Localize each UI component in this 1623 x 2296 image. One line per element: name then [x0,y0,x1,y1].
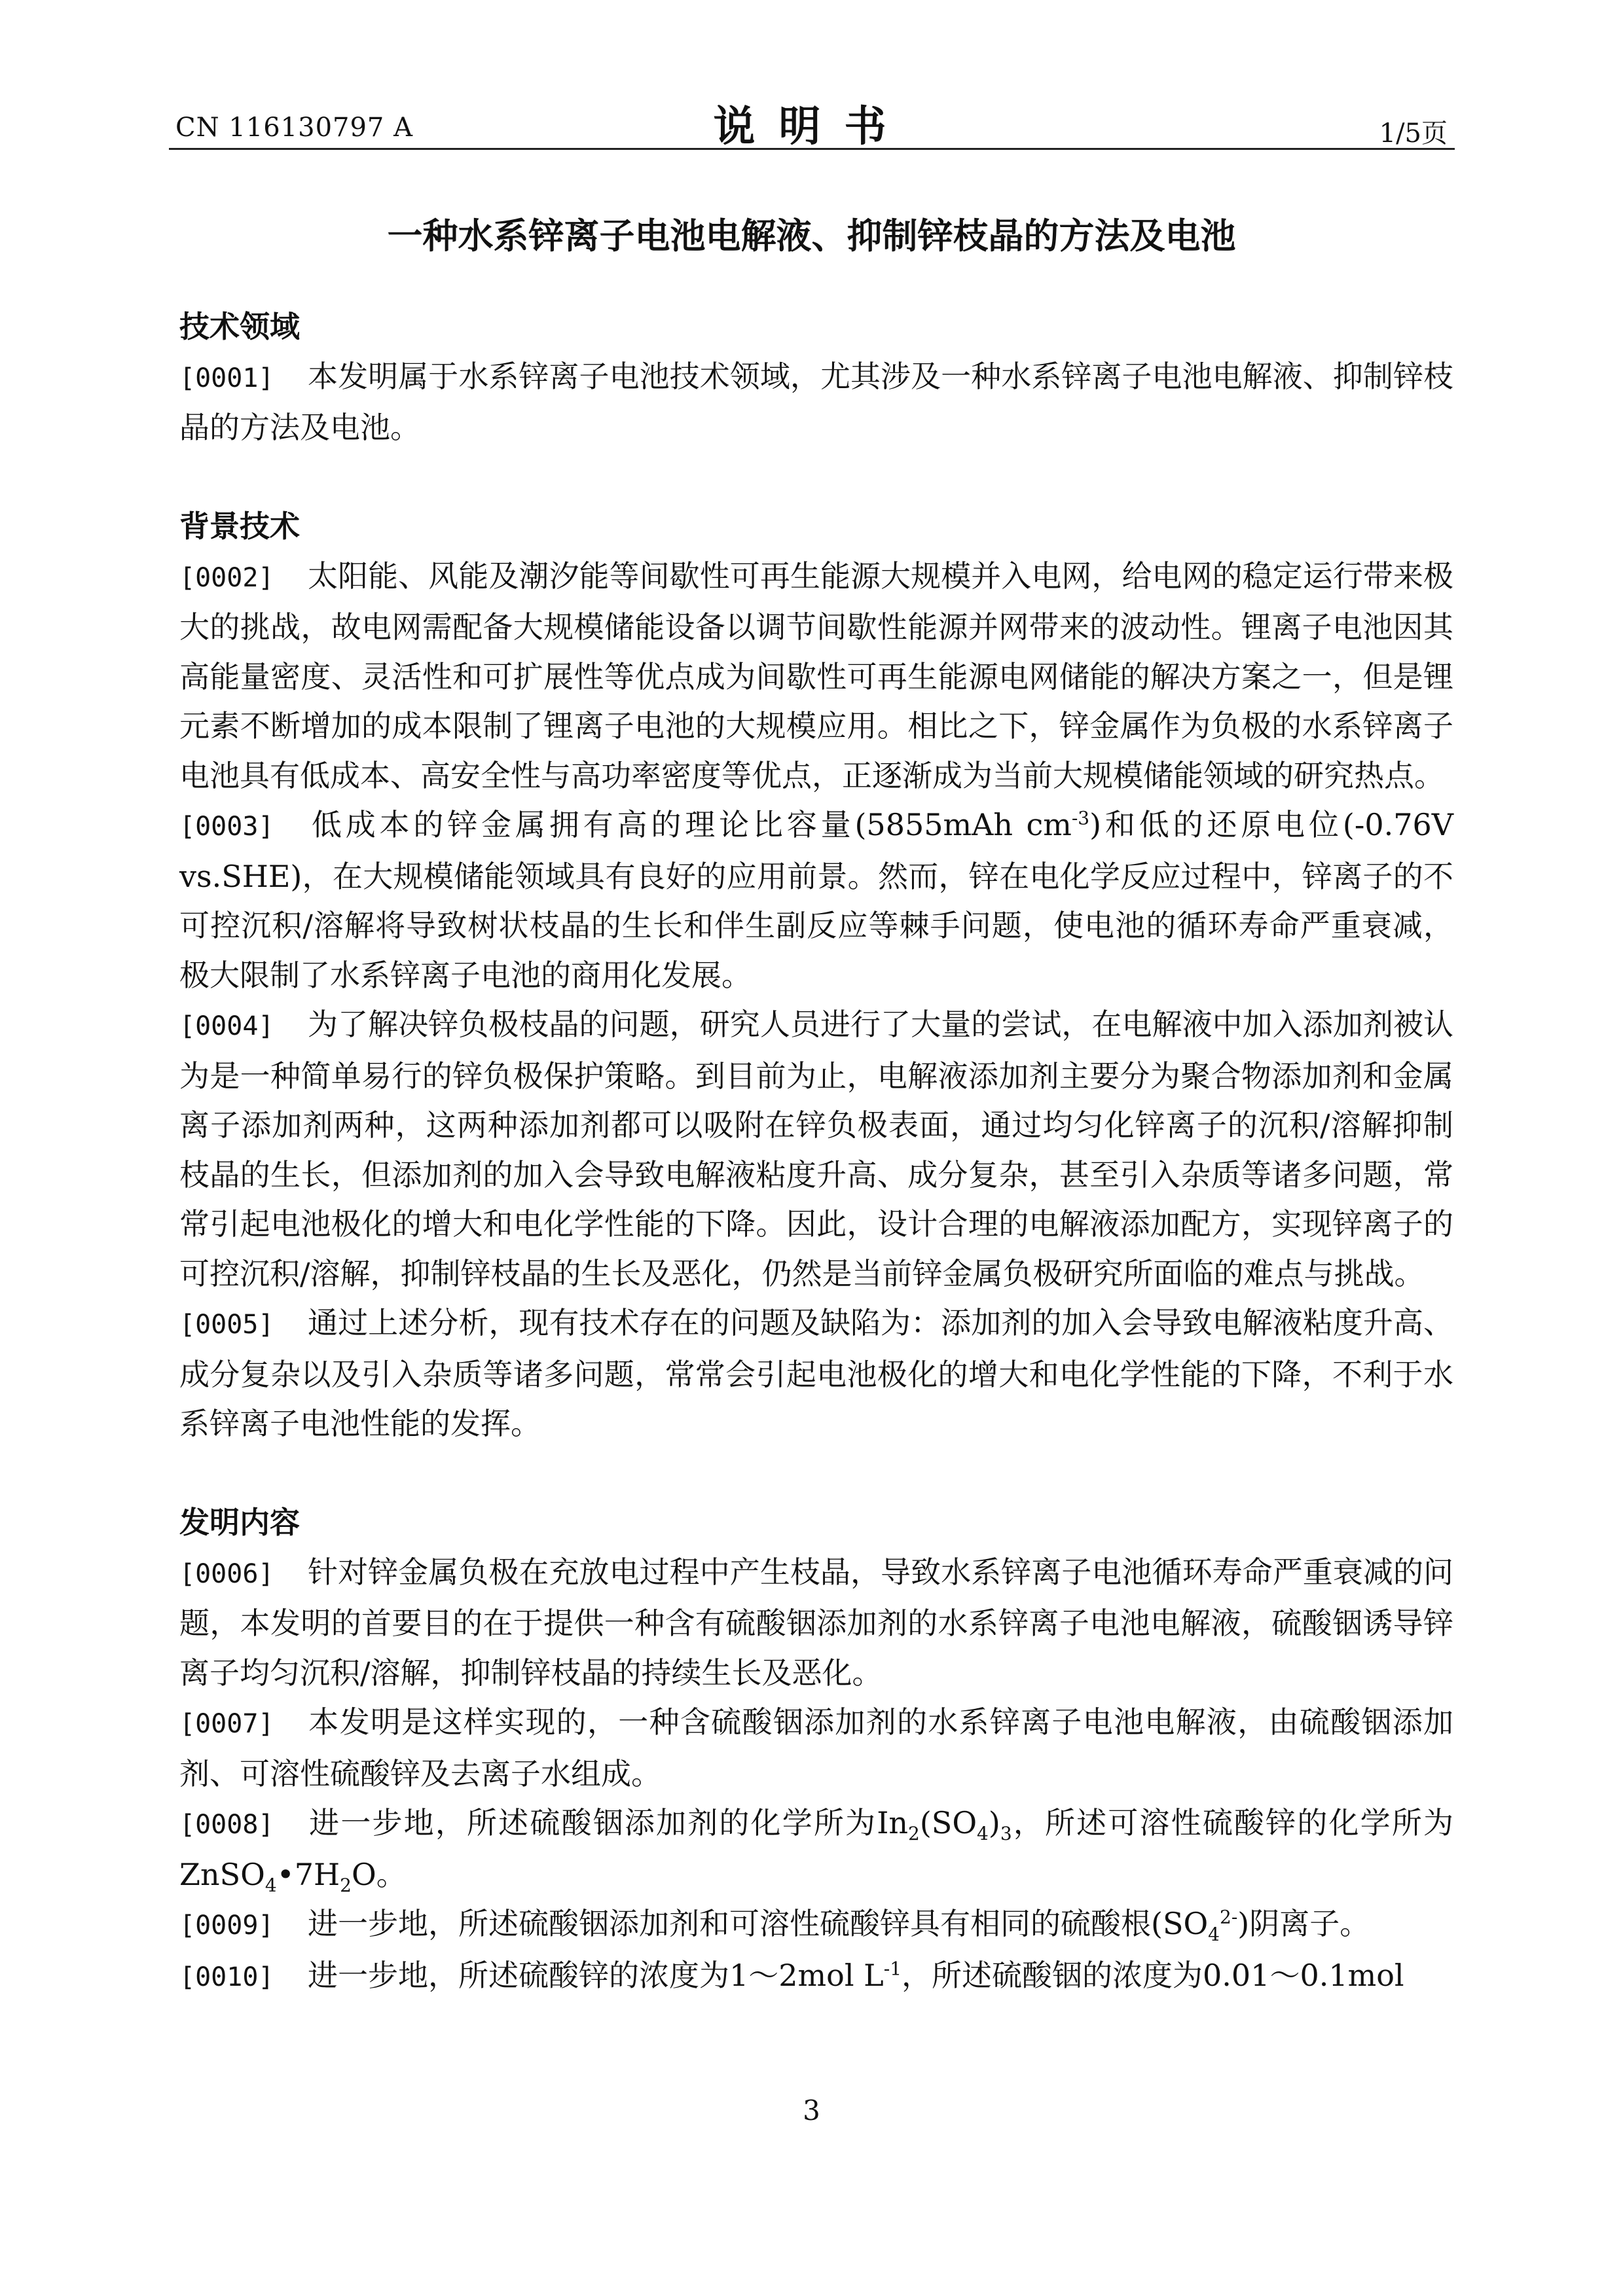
superscript: 2- [1220,1906,1238,1928]
patent-number: CN 116130797 A [175,113,413,143]
paragraph-text: )阴离子。 [1237,1906,1370,1941]
paragraph-0002 [179,552,1453,801]
paragraph-0009 [179,1899,1453,1951]
paragraph-0010 [179,1951,1453,2003]
paragraph-text: 低成本的锌金属拥有高的理论比容量(5855mAh cm [308,807,1072,842]
paragraph-number: [0009] [179,1910,274,1941]
paragraph-text: 本发明属于水系锌离子电池技术领域，尤其涉及一种水系锌离子电池电解液、抑制锌枝晶的方法及电池。 [179,358,1453,445]
section-title: 说明书 [713,103,910,151]
paragraph-0006 [179,1548,1453,1698]
paragraph-text: ，所述硫酸铟的浓度为0.01～0.1mol [902,1957,1404,1993]
subscript: 2 [908,1823,920,1845]
paragraph-number: [0006] [179,1558,274,1589]
paragraph-0008 [179,1799,1453,1899]
paragraph-0005 [179,1299,1453,1449]
paragraph-0003 [179,800,1453,1000]
paragraph-number: [0007] [179,1709,274,1739]
document-title: 一种水系锌离子电池电解液、抑制锌枝晶的方法及电池 [387,215,1236,257]
paragraph-text: )和低的还原电位(-0.76V vs.SHE)，在大规模储能领域具有良好的应用前景。然而，锌在电化学反应过程中，锌离子的不可控沉积/溶解将导致树状枝晶的生长和伴生副反应等棘手问题，使电池的循环寿命严重衰减，极大限制了水系锌离子电池的商用化发展。 [179,807,1454,993]
paragraph-text: 为了解决锌负极枝晶的问题，研究人员进行了大量的尝试，在电解液中加入添加剂被认为是一种简单易行的锌负极保护策略。到目前为止，电解液添加剂主要分为聚合物添加剂和金属离子添加剂两种，这两种添加剂都可以吸附在锌负极表面，通过均匀化锌离子的沉积/溶解抑制枝晶的生长，但添加剂的加入会导致电解液粘度升高、成分复杂，甚至引入杂质等诸多问题，常常引起电池极化的增大和电化学性能的下降。因此，设计合理的电解液添加配方，实现锌离子的可控沉积/溶解，抑制锌枝晶的生长及恶化，仍然是当前锌金属负极研究所面临的难点与挑战。 [179,1007,1453,1291]
paragraph-number: [0005] [179,1310,274,1340]
paragraph-text: 本发明是这样实现的，一种含硫酸铟添加剂的水系锌离子电池电解液，由硫酸铟添加剂、可溶性硫酸锌及去离子水组成。 [179,1704,1453,1791]
paragraph-text: 进一步地，所述硫酸铟添加剂和可溶性硫酸锌具有相同的硫酸根(SO [308,1906,1209,1941]
section-background [179,502,1453,1449]
page-number: 3 [803,2094,820,2126]
section-heading: 技术领域 [179,309,300,344]
paragraph-text: 太阳能、风能及潮汐能等间歇性可再生能源大规模并入电网，给电网的稳定运行带来极大的挑战，故电网需配备大规模储能设备以调节间歇性能源并网带来的波动性。锂离子电池因其高能量密度、灵活性和可扩展性等优点成为间歇性可再生能源电网储能的解决方案之一，但是锂元素不断增加的成本限制了锂离子电池的大规模应用。相比之下，锌金属作为负极的水系锌离子电池具有低成本、高安全性与高功率密度等优点，正逐渐成为当前大规模储能领域的研究热点。 [179,558,1453,793]
subscript: 2 [340,1874,352,1896]
subscript: 4 [1208,1924,1220,1946]
paragraph-number: [0003] [179,812,274,842]
superscript: -1 [883,1958,902,1980]
paragraph-text: •7H [276,1856,340,1892]
paragraph-text: O。 [351,1856,407,1892]
paragraph-number: [0001] [179,363,274,393]
paragraph-number: [0008] [179,1810,274,1840]
paragraph-text: 进一步地，所述硫酸锌的浓度为1～2mol L [308,1957,884,1993]
paragraph-number: [0010] [179,1962,274,1992]
paragraph-number: [0002] [179,562,274,593]
paragraph-text: 针对锌金属负极在充放电过程中产生枝晶，导致水系锌离子电池循环寿命严重衰减的问题，本发明的首要目的在于提供一种含有硫酸铟添加剂的水系锌离子电池电解液，硫酸铟诱导锌离子均匀沉积/溶解，抑制锌枝晶的持续生长及恶化。 [179,1554,1453,1691]
paragraph-text: 通过上述分析，现有技术存在的问题及缺陷为：添加剂的加入会导致电解液粘度升高、成分复杂以及引入杂质等诸多问题，常常会引起电池极化的增大和电化学性能的下降，不利于水系锌离子电池性能的发挥。 [179,1305,1453,1441]
superscript: -3 [1071,807,1090,829]
subscript: 3 [1000,1823,1012,1845]
section-heading: 发明内容 [179,1505,300,1540]
paragraph-text: ) [988,1805,1000,1840]
paragraph-text: ，所述可溶性硫酸锌的化学所为ZnSO [179,1805,1454,1892]
paragraph-text: (SO [919,1805,977,1840]
paragraph-text: 进一步地，所述硫酸铟添加剂的化学所为In [308,1805,909,1840]
paragraph-number: [0004] [179,1011,274,1041]
section-tech-field [179,302,1453,453]
paragraph-0007 [179,1698,1453,1799]
header-divider [169,148,1455,150]
section-heading: 背景技术 [179,509,300,544]
document-body [179,302,1453,2002]
subscript: 4 [977,1823,989,1845]
subscript: 4 [264,1874,277,1896]
section-invention [179,1498,1453,2002]
paragraph-0001 [179,352,1453,453]
page-indicator: 1/5页 [1379,118,1448,149]
paragraph-0004 [179,1000,1453,1299]
